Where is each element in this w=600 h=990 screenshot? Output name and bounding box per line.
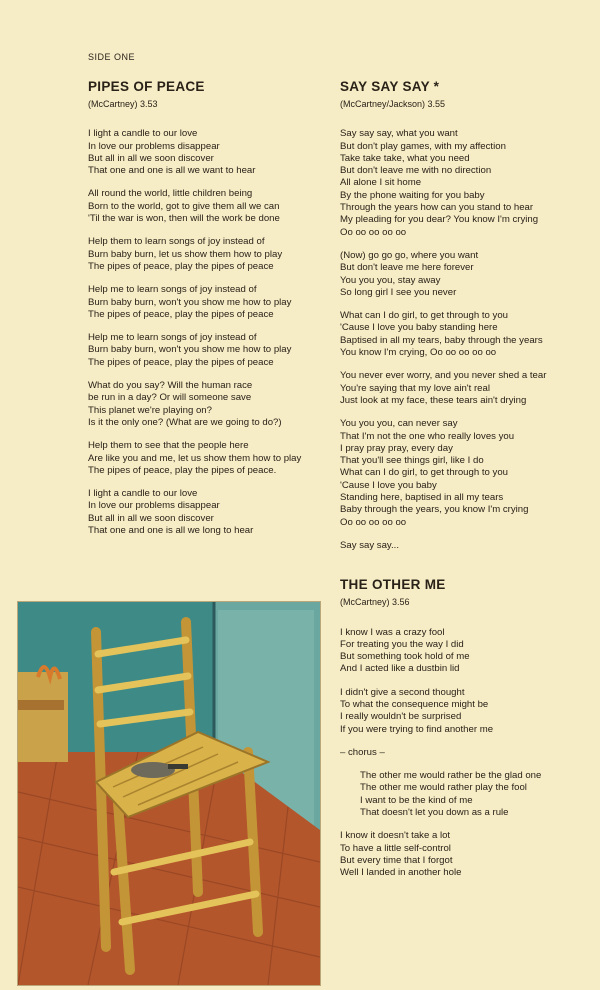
lyric-line: But don't play games, with my affection xyxy=(340,140,506,152)
lyrics xyxy=(340,627,590,736)
lyric-line: But all in all we soon discover xyxy=(88,512,214,524)
lyric-line: To what the consequence might be xyxy=(340,698,489,710)
lyric-line: You you you, can never say xyxy=(340,418,458,430)
lyric-line: Born to the world, got to give them all we can xyxy=(88,200,280,212)
lyric-line: What can I do girl, to get through to you xyxy=(340,467,508,479)
lyric-line: The pipes of peace, play the pipes of peace. xyxy=(88,464,277,476)
stanza xyxy=(88,488,338,537)
lyric-line: That one and one is all we long to hear xyxy=(88,525,254,537)
chorus xyxy=(340,770,590,819)
lyric-line: The pipes of peace, play the pipes of peace xyxy=(88,260,274,272)
chorus-label: – chorus – xyxy=(340,746,385,758)
lyric-line: Baptised in all my tears, baby through the years xyxy=(340,334,543,346)
lyric-line: In love our problems disappear xyxy=(88,140,220,152)
lyric-line: All alone I sit home xyxy=(340,177,422,189)
lyric-line: 'Cause I love you baby standing here xyxy=(340,322,498,334)
lyric-line: That one and one is all we want to hear xyxy=(88,165,256,177)
lyric-line: I light a candle to our love xyxy=(88,488,198,500)
lyric-line: 'Cause I love you baby xyxy=(340,479,437,491)
lyric-line: 'Til the war is won, then will the work be done xyxy=(88,213,280,225)
stanza xyxy=(88,332,338,369)
song-pipes-of-peace xyxy=(88,78,338,548)
stanza xyxy=(88,236,338,273)
stanza xyxy=(88,380,338,429)
lyrics xyxy=(340,128,590,552)
lyric-line: By the phone waiting for you baby xyxy=(340,189,485,201)
lyric-line: Help them to see that the people here xyxy=(88,440,249,452)
lyric-line: Just look at my face, these tears ain't drying xyxy=(340,394,527,406)
lyric-line: Burn baby burn, won't you show me how to play xyxy=(88,296,292,308)
lyric-line: be run in a day? Or will someone save xyxy=(88,392,252,404)
lyric-line: To have a little self-control xyxy=(340,842,451,854)
song-title: SAY SAY SAY * xyxy=(340,79,440,94)
lyric-line: My pleading for you dear? You know I'm crying xyxy=(340,214,539,226)
lyric-line: That doesn't let you down as a rule xyxy=(360,807,509,819)
lyric-line: I didn't give a second thought xyxy=(340,686,465,698)
lyric-line: I want to be the kind of me xyxy=(360,794,473,806)
song-title: PIPES OF PEACE xyxy=(88,79,205,94)
lyric-line: But don't leave me with no direction xyxy=(340,165,492,177)
lyric-line: The pipes of peace, play the pipes of peace xyxy=(88,308,274,320)
lyrics xyxy=(88,128,338,537)
song-title: THE OTHER ME xyxy=(340,577,446,593)
lyric-line: You never ever worry, and you never shed a tear xyxy=(340,370,547,382)
song-credit: (McCartney/Jackson) 3.55 xyxy=(340,99,446,109)
lyric-line: Take take take, what you need xyxy=(340,152,470,164)
lyric-line: I light a candle to our love xyxy=(88,128,198,140)
stanza xyxy=(340,370,590,407)
stanza xyxy=(340,250,590,299)
lyric-line: Help me to learn songs of joy instead of xyxy=(88,284,257,296)
lyric-line: The pipes of peace, play the pipes of peace xyxy=(88,356,274,368)
lyric-line: But don't leave me here forever xyxy=(340,262,474,274)
lyric-line: Standing here, baptised in all my tears xyxy=(340,492,504,504)
stanza xyxy=(88,128,338,177)
stanza xyxy=(340,128,590,239)
stanza xyxy=(340,687,590,736)
lyric-line: But all in all we soon discover xyxy=(88,152,214,164)
stanza xyxy=(88,188,338,225)
chair-painting xyxy=(18,602,320,985)
lyric-line: That I'm not the one who really loves you xyxy=(340,430,515,442)
stanza xyxy=(340,540,590,552)
stanza xyxy=(340,418,590,529)
song-the-other-me xyxy=(340,576,590,879)
lyric-line: You're saying that my love ain't real xyxy=(340,382,490,394)
stanza xyxy=(340,310,590,359)
lyric-line: In love our problems disappear xyxy=(88,500,220,512)
lyric-line: Oo oo oo oo oo xyxy=(340,226,407,238)
stanza xyxy=(340,627,590,676)
lyric-line: I know I was a crazy fool xyxy=(340,626,445,638)
lyric-line: All round the world, little children being xyxy=(88,188,253,200)
lyric-line: I know it doesn't take a lot xyxy=(340,830,451,842)
lyric-line: If you were trying to find another me xyxy=(340,723,494,735)
side-label: SIDE ONE xyxy=(88,52,136,62)
stanza xyxy=(88,284,338,321)
lyric-line: But something took hold of me xyxy=(340,651,470,663)
lyric-line: What can I do girl, to get through to you xyxy=(340,310,508,322)
lyric-line: Through the years how can you stand to hear xyxy=(340,202,534,214)
final-stanza xyxy=(340,830,590,879)
lyric-line: But every time that I forgot xyxy=(340,854,453,866)
lyric-line: That you'll see things girl, like I do xyxy=(340,455,484,467)
lyric-line: I really wouldn't be surprised xyxy=(340,711,462,723)
lyric-line: Oo oo oo oo oo xyxy=(340,516,407,528)
lyric-line: (Now) go go go, where you want xyxy=(340,249,479,261)
stanza xyxy=(88,440,338,477)
lyric-line: For treating you the way I did xyxy=(340,638,464,650)
lyric-line: What do you say? Will the human race xyxy=(88,380,253,392)
lyric-line: The other me would rather be the glad one xyxy=(360,770,542,782)
song-say-say-say xyxy=(340,78,590,891)
lyric-line: The other me would rather play the fool xyxy=(360,782,527,794)
lyric-line: And I acted like a dustbin lid xyxy=(340,663,460,675)
lyric-line: You you you, stay away xyxy=(340,274,441,286)
lyric-line: Help them to learn songs of joy instead of xyxy=(88,236,265,248)
lyric-line: Burn baby burn, let us show them how to play xyxy=(88,248,283,260)
lyric-line: You know I'm crying, Oo oo oo oo oo xyxy=(340,347,497,359)
lyric-line: I pray pray pray, every day xyxy=(340,442,453,454)
song-credit: (McCartney) 3.53 xyxy=(88,99,158,109)
lyric-line: Is it the only one? (What are we going to do?) xyxy=(88,416,282,428)
lyric-line: So long girl I see you never xyxy=(340,286,457,298)
lyric-line: This planet we're playing on? xyxy=(88,404,212,416)
song-credit: (McCartney) 3.56 xyxy=(340,597,410,608)
lyric-line: Burn baby burn, won't you show me how to play xyxy=(88,344,292,356)
lyric-line: Say say say... xyxy=(340,539,400,551)
lyric-line: Say say say, what you want xyxy=(340,128,458,140)
lyric-line: Are like you and me, let us show them how to play xyxy=(88,452,302,464)
lyric-line: Help me to learn songs of joy instead of xyxy=(88,332,257,344)
lyric-line: Baby through the years, you know I'm crying xyxy=(340,504,529,516)
lyric-line: Well I landed in another hole xyxy=(340,867,462,879)
